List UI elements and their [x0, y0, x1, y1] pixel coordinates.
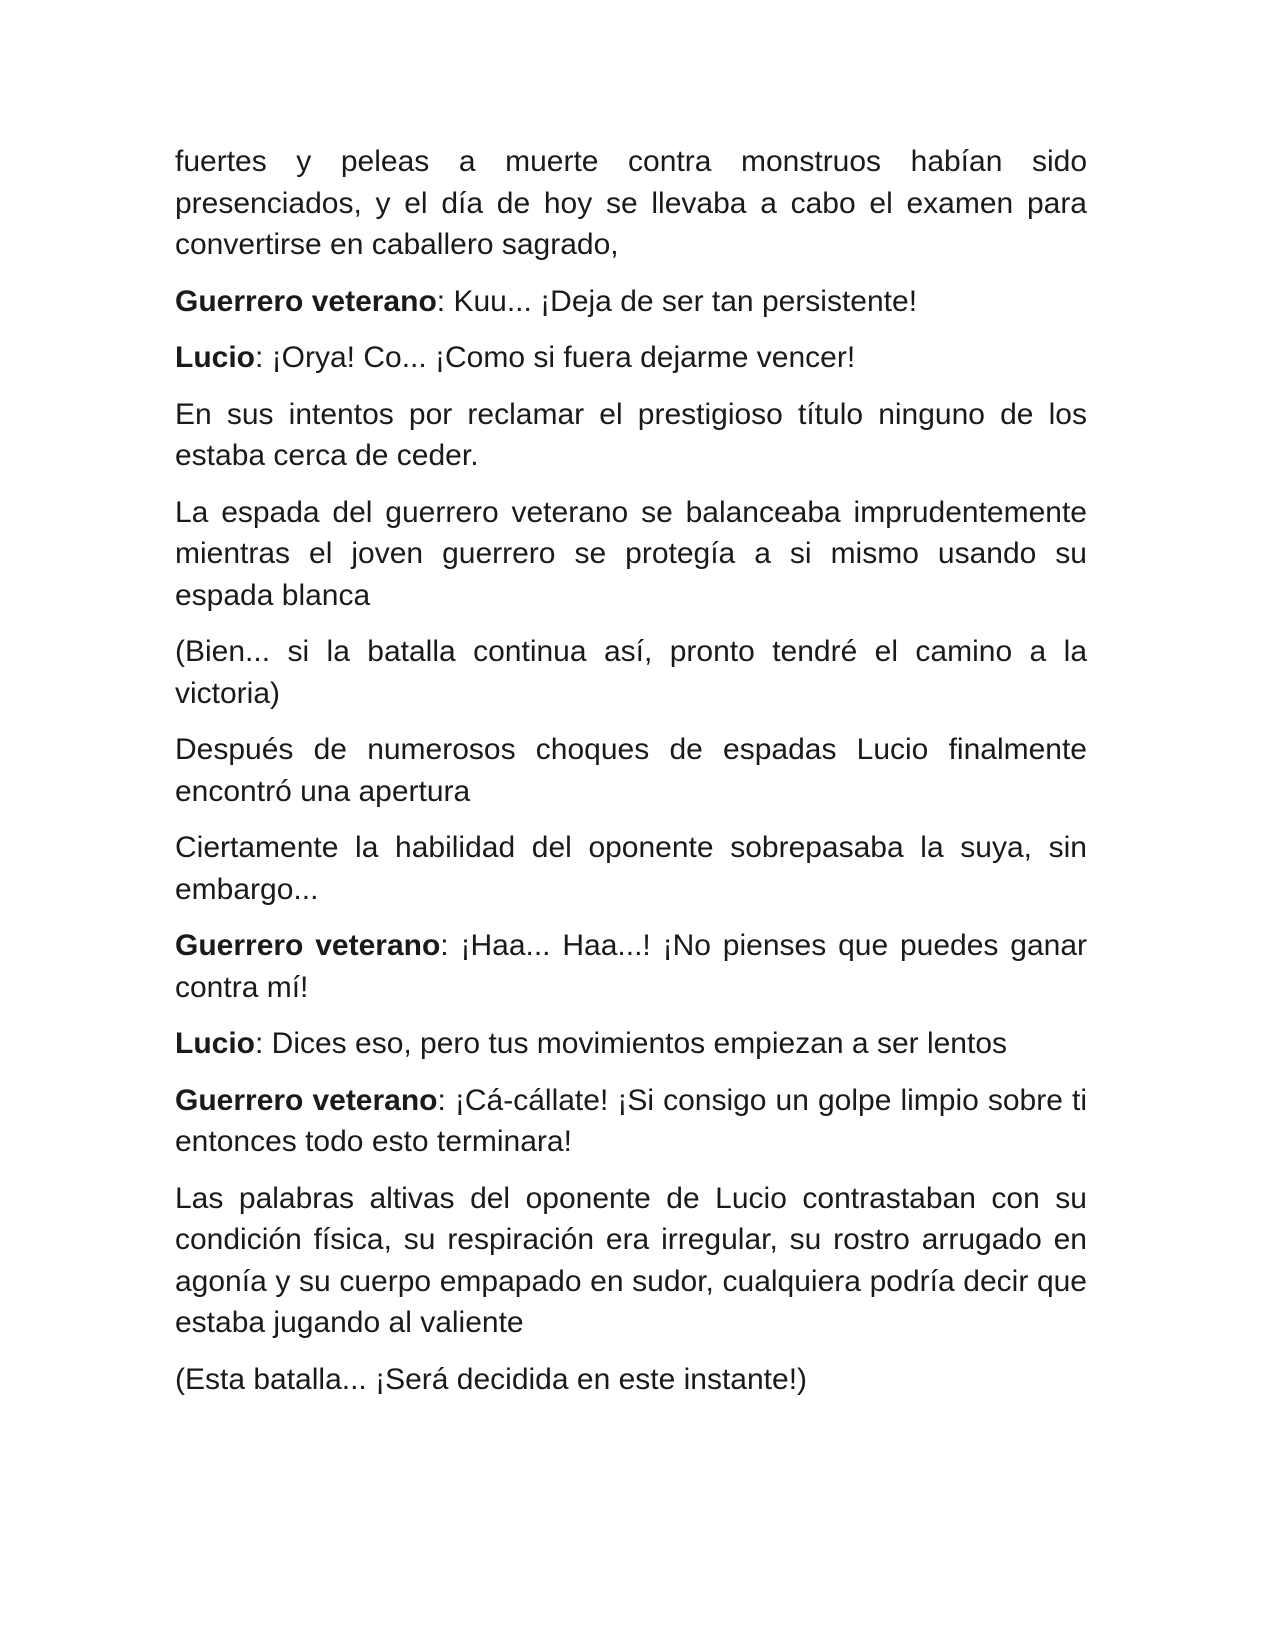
dialogue-paragraph: [175, 925, 1087, 1008]
dialogue-text: : ¡Orya! Co... ¡Como si fuera dejarme vencer!: [255, 341, 856, 374]
paragraph-text: Ciertamente la habilidad del oponente sobrepasaba la suya, sin embargo...: [175, 831, 1087, 906]
dialogue-paragraph: [175, 337, 1087, 379]
speaker-name: Guerrero veterano: [175, 284, 437, 318]
paragraph-text: (Esta batalla... ¡Será decidida en este instante!): [175, 1362, 808, 1396]
paragraph-text: Después de numerosos choques de espadas Lucio finalmente encontró una apertura: [175, 733, 1087, 808]
speaker-name: Lucio: [175, 1027, 255, 1060]
paragraph-text: fuertes y peleas a muerte contra monstruos habían sido presenciados, y el día de hoy se llevaba a cabo el examen para convertirse en caballero sagrado,: [175, 145, 1087, 261]
narration-paragraph: [175, 827, 1087, 910]
narration-paragraph: [175, 394, 1087, 477]
narration-paragraph: [175, 1359, 1087, 1401]
narration-paragraph: [175, 141, 1087, 266]
paragraph-text: (Bien... si la batalla continua así, pronto tendré el camino a la victoria): [175, 635, 1087, 710]
dialogue-text: : ¡Haa... Haa...! ¡No pienses que puedes ganar contra mí!: [175, 929, 1087, 1004]
dialogue-text: : Dices eso, pero tus movimientos empiezan a ser lentos: [255, 1027, 1008, 1060]
paragraph-text: En sus intentos por reclamar el prestigioso título ninguno de los estaba cerca de ceder.: [175, 397, 1087, 472]
dialogue-paragraph: [175, 1023, 1087, 1065]
dialogue-paragraph: [175, 1080, 1087, 1163]
narration-paragraph: [175, 492, 1087, 617]
paragraph-text: La espada del guerrero veterano se balanceaba imprudentemente mientras el joven guerrero se protegía a si mismo usando su espada blanca: [175, 495, 1087, 612]
document-body: [175, 141, 1087, 1415]
dialogue-text: : Kuu... ¡Deja de ser tan persistente!: [436, 284, 918, 318]
dialogue-paragraph: [175, 281, 1087, 323]
narration-paragraph: [175, 729, 1087, 812]
speaker-name: Guerrero veterano: [175, 1083, 438, 1117]
narration-paragraph: [175, 631, 1087, 714]
speaker-name: Lucio: [175, 341, 255, 374]
dialogue-text: : ¡Cá-cállate! ¡Si consigo un golpe limpio sobre ti entonces todo esto terminara!: [175, 1083, 1087, 1158]
speaker-name: Guerrero veterano: [175, 929, 441, 962]
paragraph-text: Las palabras altivas del oponente de Lucio contrastaban con su condición física, su respiración era irregular, su rostro arrugado en agonía y su cuerpo empapado en sudor, cualquiera podría decir que estaba jugando al valiente: [175, 1181, 1087, 1339]
narration-paragraph: [175, 1178, 1087, 1344]
